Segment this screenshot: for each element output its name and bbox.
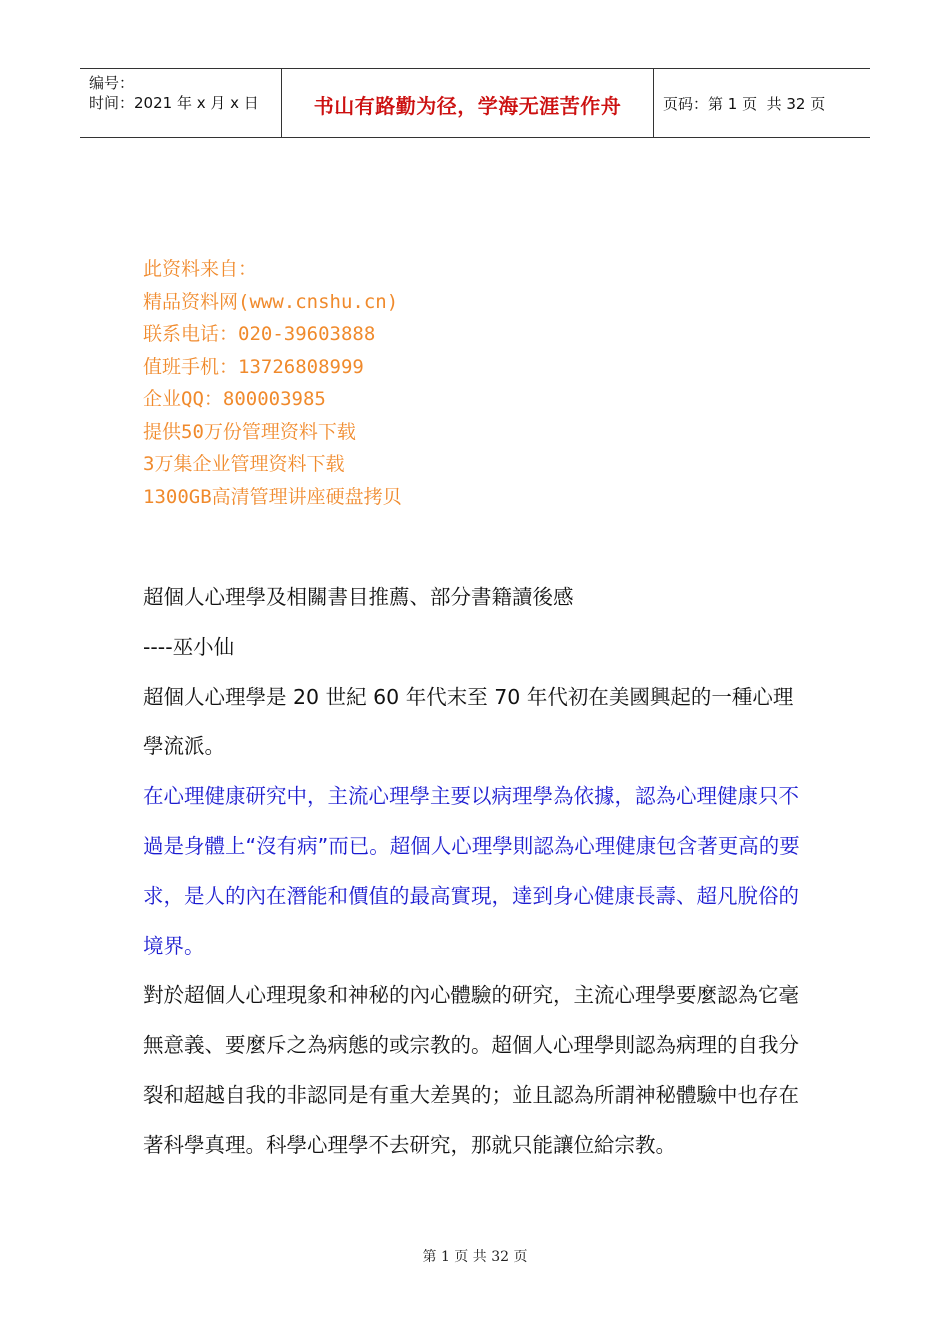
- source-line: 3万集企业管理资料下载: [143, 453, 345, 475]
- document-header: [80, 68, 870, 138]
- source-info-block: [143, 253, 402, 513]
- source-line: 提供50万份管理资料下载: [143, 420, 356, 443]
- header-page-cell: [654, 69, 870, 137]
- source-line: 企业QQ：800003985: [143, 388, 326, 410]
- page-info: 页码：第 1 页 共 32 页: [663, 94, 826, 113]
- source-line: 1300GB高清管理讲座硬盘拷贝: [143, 485, 402, 508]
- header-motto-cell: [282, 69, 654, 137]
- source-line: 此资料来自：: [143, 258, 258, 280]
- paragraph-mental-health: 在心理健康研究中，主流心理學主要以病理學為依據，認為心理健康只不過是身體上“沒有病”而已。超個人心理學則認為心理健康包含著更高的要求，是人的內在潛能和價值的最高實現，達到身心健康長壽、超凡脫俗的境界。: [143, 784, 800, 958]
- page-footer: [0, 1246, 950, 1266]
- footer-page-number: 第 1 页 共 32 页: [422, 1249, 528, 1265]
- source-line: 值班手机：13726808999: [143, 355, 364, 378]
- paragraph-mystical-experience: 對於超個人心理現象和神秘的內心體驗的研究，主流心理學要麼認為它毫無意義、要麼斥之為病態的或宗教的。超個人心理學則認為病理的自我分裂和超越自我的非認同是有重大差異的；並且認為所謂神秘體驗中也存在著科學真理。科學心理學不去研究，那就只能讓位給宗教。: [143, 983, 799, 1157]
- article-author: ----巫小仙: [143, 634, 235, 659]
- source-line: 联系电话：020-39603888: [143, 323, 376, 345]
- source-line: 精品资料网(www.cnshu.cn): [143, 290, 399, 313]
- paragraph-intro: 超個人心理學是 20 世紀 60 年代末至 70 年代初在美國興起的一種心理學流派。: [143, 684, 794, 759]
- serial-number-label: 编号：: [89, 74, 135, 92]
- article-body: [143, 573, 813, 1171]
- motto-text: 书山有路勤为径，学海无涯苦作舟: [313, 93, 622, 118]
- article-title: 超個人心理學及相關書目推薦、部分書籍讀後感: [143, 585, 574, 609]
- header-meta-cell: [80, 69, 282, 137]
- date-label: 时间：2021 年 x 月 x 日: [89, 94, 259, 112]
